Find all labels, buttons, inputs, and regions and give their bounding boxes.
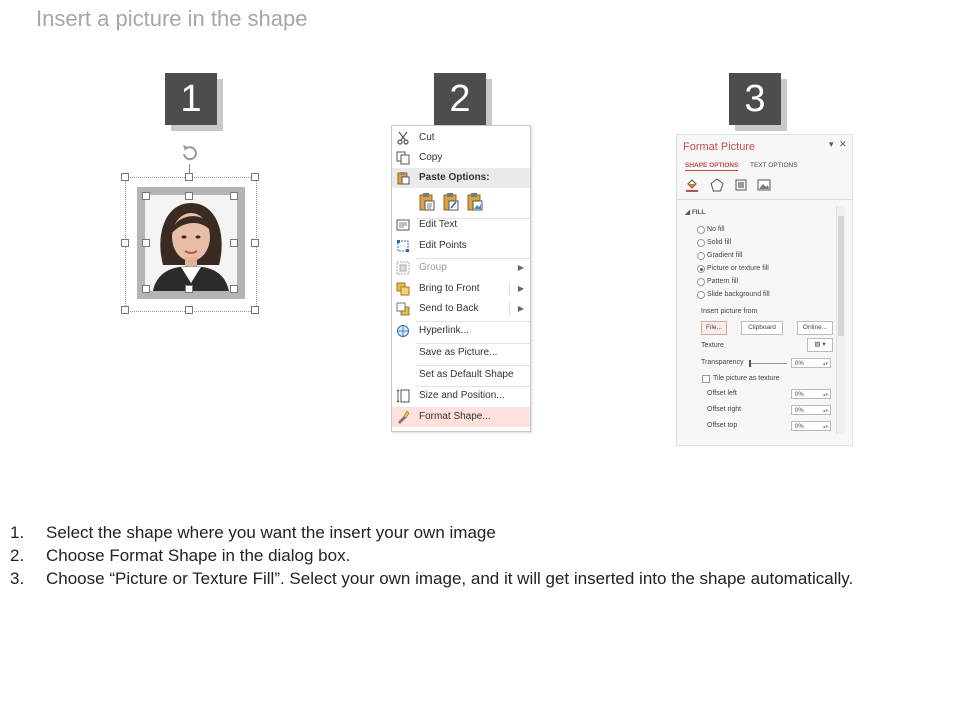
menu-item-edit-points[interactable] (392, 236, 530, 256)
submenu-arrow-icon: ▶ (517, 263, 524, 272)
menu-item-hyperlink[interactable] (392, 321, 530, 341)
resize-handle[interactable] (185, 306, 193, 314)
spinner-arrows-icon[interactable]: ▴▾ (822, 424, 828, 430)
spinner-arrows-icon[interactable]: ▴▾ (822, 408, 828, 414)
instruction-text: Choose “Picture or Texture Fill”. Select your own image, and it will get inserted into the shape automatically. (46, 569, 854, 588)
transparency-spinner[interactable] (791, 358, 831, 368)
transparency-slider[interactable] (749, 363, 787, 364)
menu-item-edit-text[interactable] (392, 215, 530, 235)
menu-label: Hyperlink... (419, 325, 470, 336)
send-back-icon (396, 302, 410, 316)
clipboard-button[interactable]: Clipboard (741, 321, 783, 335)
pane-options-dropdown-icon[interactable]: ▾ (829, 139, 834, 149)
spinner-arrows-icon[interactable]: ▴▾ (822, 361, 828, 367)
page-title: Insert a picture in the shape (36, 6, 308, 31)
menu-label: Paste Options: (419, 172, 490, 183)
instruction-number: 2. (10, 546, 25, 565)
scissors-icon (396, 131, 410, 145)
group-icon (396, 261, 410, 275)
menu-label: Group (419, 262, 447, 273)
edit-points-icon (396, 239, 410, 253)
split-separator (509, 282, 510, 296)
pane-scrollbar[interactable] (836, 206, 845, 434)
step-badge-1: 1 (165, 73, 217, 125)
instructions-list (10, 521, 853, 590)
submenu-arrow-icon[interactable]: ▶ (517, 304, 524, 313)
instruction-number: 1. (10, 523, 25, 542)
crop-handle[interactable] (185, 285, 193, 293)
offset-right-label: Offset right (707, 406, 742, 413)
menu-item-copy[interactable] (392, 148, 530, 168)
radio-label: Slide background fill (707, 291, 770, 298)
radio-button[interactable] (697, 291, 705, 299)
texture-swatch-icon: ▨ (814, 341, 821, 348)
pane-title: Format Picture (683, 141, 756, 153)
section-label: FILL (691, 209, 706, 216)
edit-text-icon (396, 218, 410, 232)
insert-from-label: Insert picture from (701, 308, 758, 315)
close-icon[interactable]: ✕ (839, 139, 847, 149)
radio-button[interactable] (697, 226, 705, 234)
fill-section-header[interactable] (685, 208, 706, 216)
offset-right-spinner[interactable] (791, 405, 831, 415)
resize-handle[interactable] (121, 173, 129, 181)
paste-keep-formatting-icon[interactable] (442, 192, 460, 212)
crop-handle[interactable] (230, 192, 238, 200)
effects-pentagon-icon[interactable] (710, 178, 724, 192)
offset-top-label: Offset top (707, 422, 738, 429)
rotate-handle-icon[interactable] (179, 142, 201, 164)
instruction-item (10, 544, 853, 567)
offset-left-label: Offset left (707, 390, 737, 397)
split-separator (509, 302, 510, 316)
instruction-item (10, 521, 853, 544)
paste-icon (396, 171, 410, 185)
crop-handle[interactable] (142, 192, 150, 200)
radio-label: Gradient fill (707, 252, 743, 259)
paste-picture-icon[interactable] (466, 192, 484, 212)
radio-button[interactable] (697, 252, 705, 260)
spinner-value: 0% (795, 408, 804, 414)
portrait-image (145, 195, 237, 291)
texture-label: Texture (701, 342, 724, 349)
slider-thumb[interactable] (749, 360, 751, 367)
spinner-value: 0% (795, 392, 804, 398)
submenu-arrow-icon[interactable]: ▶ (517, 284, 524, 293)
menu-item-group (392, 258, 530, 278)
menu-label: Edit Text (419, 219, 458, 230)
instruction-item (10, 567, 853, 590)
transparency-label: Transparency (701, 359, 744, 366)
paste-use-destination-theme-icon[interactable] (418, 192, 436, 212)
resize-handle[interactable] (121, 306, 129, 314)
menu-label: Size and Position... (419, 390, 505, 401)
resize-handle[interactable] (251, 239, 259, 247)
collapse-triangle-icon: ◢ (685, 209, 690, 216)
menu-label: Set as Default Shape (419, 369, 514, 380)
menu-item-format-shape[interactable] (392, 407, 530, 427)
offset-left-spinner[interactable] (791, 389, 831, 399)
picture-shape[interactable] (137, 187, 245, 299)
radio-button[interactable] (697, 239, 705, 247)
menu-item-save-as-picture[interactable] (392, 343, 530, 363)
spinner-value: 0% (795, 424, 804, 430)
scrollbar-thumb[interactable] (838, 216, 844, 336)
menu-label: Cut (419, 132, 435, 143)
picture-icon[interactable] (757, 178, 771, 192)
step-badge-3: 3 (729, 73, 781, 125)
crop-handle[interactable] (230, 239, 238, 247)
menu-item-bring-to-front[interactable] (392, 279, 530, 299)
crop-handle[interactable] (142, 239, 150, 247)
menu-item-cut[interactable] (392, 128, 530, 148)
resize-handle[interactable] (251, 173, 259, 181)
crop-handle[interactable] (142, 285, 150, 293)
fill-line-icon[interactable] (685, 178, 699, 192)
bring-front-icon (396, 282, 410, 296)
size-position-icon (396, 389, 410, 403)
format-shape-icon (396, 410, 410, 424)
radio-button-selected[interactable] (697, 265, 705, 273)
texture-dropdown[interactable] (807, 338, 833, 352)
menu-label: Send to Back (419, 303, 479, 314)
crop-handle[interactable] (185, 192, 193, 200)
tab-text-options[interactable]: TEXT OPTIONS (750, 162, 798, 169)
radio-label: Picture or texture fill (707, 265, 769, 272)
tile-checkbox[interactable] (702, 375, 710, 383)
offset-top-spinner[interactable] (791, 421, 831, 431)
chevron-down-icon: ▾ (822, 341, 826, 348)
instruction-text: Select the shape where you want the insert your own image (46, 523, 496, 542)
format-picture-pane (676, 134, 853, 446)
online-button[interactable]: Online... (797, 321, 833, 335)
radio-label: No fill (707, 226, 725, 233)
menu-section-paste-options (392, 168, 530, 188)
instruction-text: Choose Format Shape in the dialog box. (46, 546, 351, 565)
radio-label: Solid fill (707, 239, 732, 246)
tab-shape-options[interactable]: SHAPE OPTIONS (685, 162, 739, 169)
resize-handle[interactable] (251, 306, 259, 314)
copy-icon (396, 151, 410, 165)
radio-button[interactable] (697, 278, 705, 286)
size-properties-icon[interactable] (734, 178, 748, 192)
spinner-value: 0% (795, 361, 804, 367)
divider (677, 199, 852, 200)
menu-label: Format Shape... (419, 411, 491, 422)
spinner-arrows-icon[interactable]: ▴▾ (822, 392, 828, 398)
menu-item-set-default-shape[interactable] (392, 365, 530, 385)
instruction-number: 3. (10, 569, 25, 588)
menu-label: Save as Picture... (419, 347, 498, 358)
resize-handle[interactable] (185, 173, 193, 181)
context-menu (391, 125, 531, 432)
tile-label: Tile picture as texture (713, 375, 780, 382)
menu-label: Copy (419, 152, 443, 163)
resize-handle[interactable] (121, 239, 129, 247)
step-badge-2: 2 (434, 73, 486, 125)
crop-handle[interactable] (230, 285, 238, 293)
file-button[interactable]: File... (701, 321, 727, 335)
paste-options-row (416, 192, 526, 214)
menu-label: Bring to Front (419, 283, 480, 294)
radio-label: Pattern fill (707, 278, 739, 285)
menu-item-send-to-back[interactable] (392, 299, 530, 319)
hyperlink-icon (396, 324, 410, 338)
menu-label: Edit Points (419, 240, 467, 251)
menu-item-size-and-position[interactable] (392, 386, 530, 406)
